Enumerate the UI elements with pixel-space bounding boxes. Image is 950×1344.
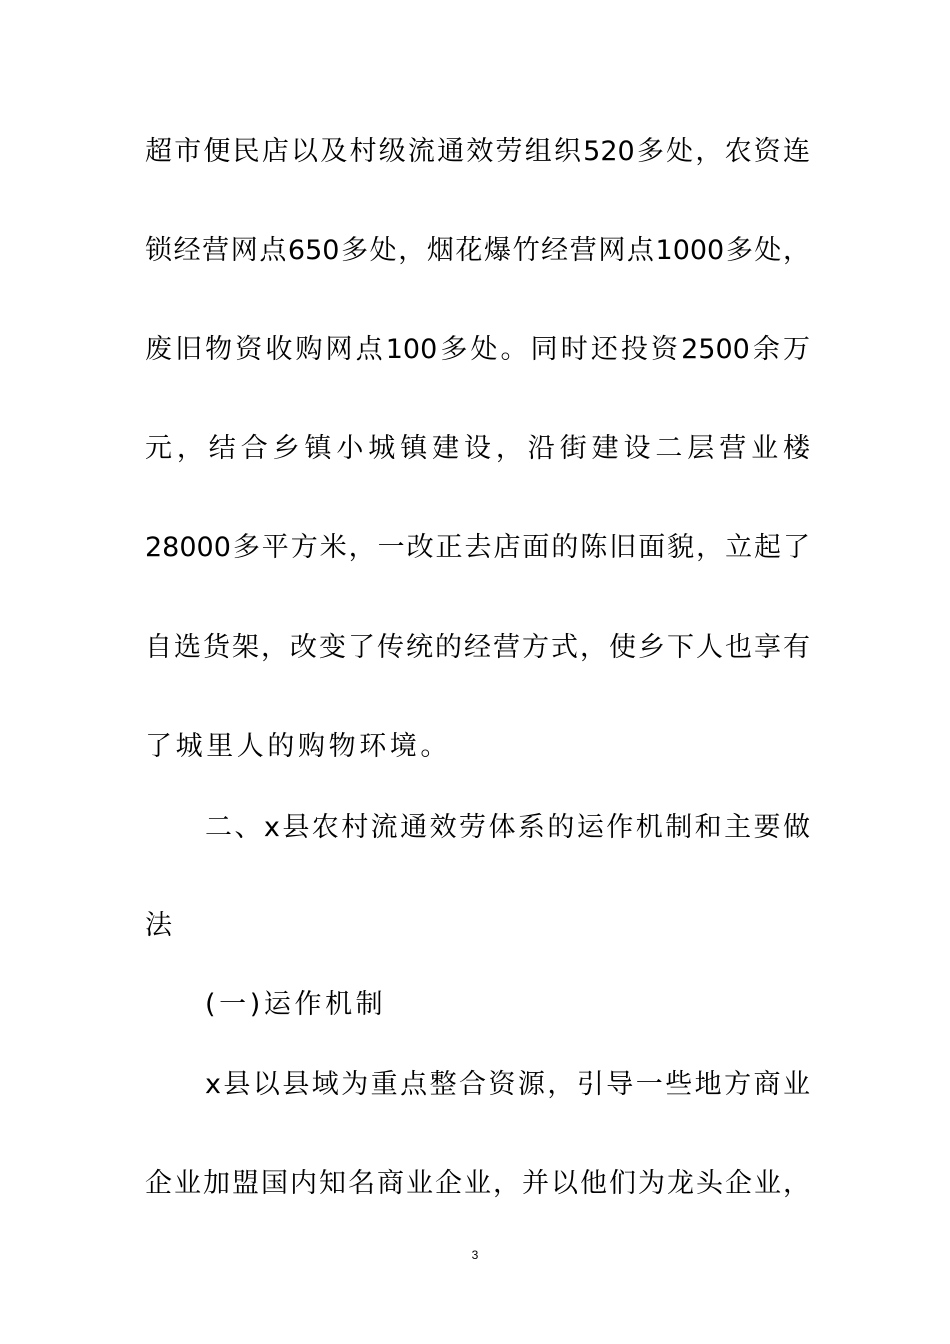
body-text-line: 锁经营网点650多处，烟花爆竹经营网点1000多处， xyxy=(145,235,810,266)
body-text-line: 企业加盟国内知名商业企业，并以他们为龙头企业， xyxy=(145,1168,810,1199)
subsection-heading: (一)运作机制 xyxy=(205,989,387,1020)
body-text-line: 了城里人的购物环境。 xyxy=(145,731,451,762)
body-text-line: x县以县域为重点整合资源，引导一些地方商业 xyxy=(205,1069,810,1100)
body-text-line: 废旧物资收购网点100多处。同时还投资2500余万 xyxy=(145,334,810,365)
body-text-line: 元，结合乡镇小城镇建设，沿街建设二层营业楼 xyxy=(145,433,810,464)
section-heading-line: 法 xyxy=(145,910,176,941)
body-text-line: 超市便民店以及村级流通效劳组织520多处，农资连 xyxy=(145,136,810,167)
body-text-line: 28000多平方米，一改正去店面的陈旧面貌，立起了 xyxy=(145,532,810,563)
section-heading-line: 二、x县农村流通效劳体系的运作机制和主要做 xyxy=(205,812,810,843)
page-number: 3 xyxy=(471,1248,479,1262)
body-text-line: 自选货架，改变了传统的经营方式，使乡下人也享有 xyxy=(145,632,810,663)
